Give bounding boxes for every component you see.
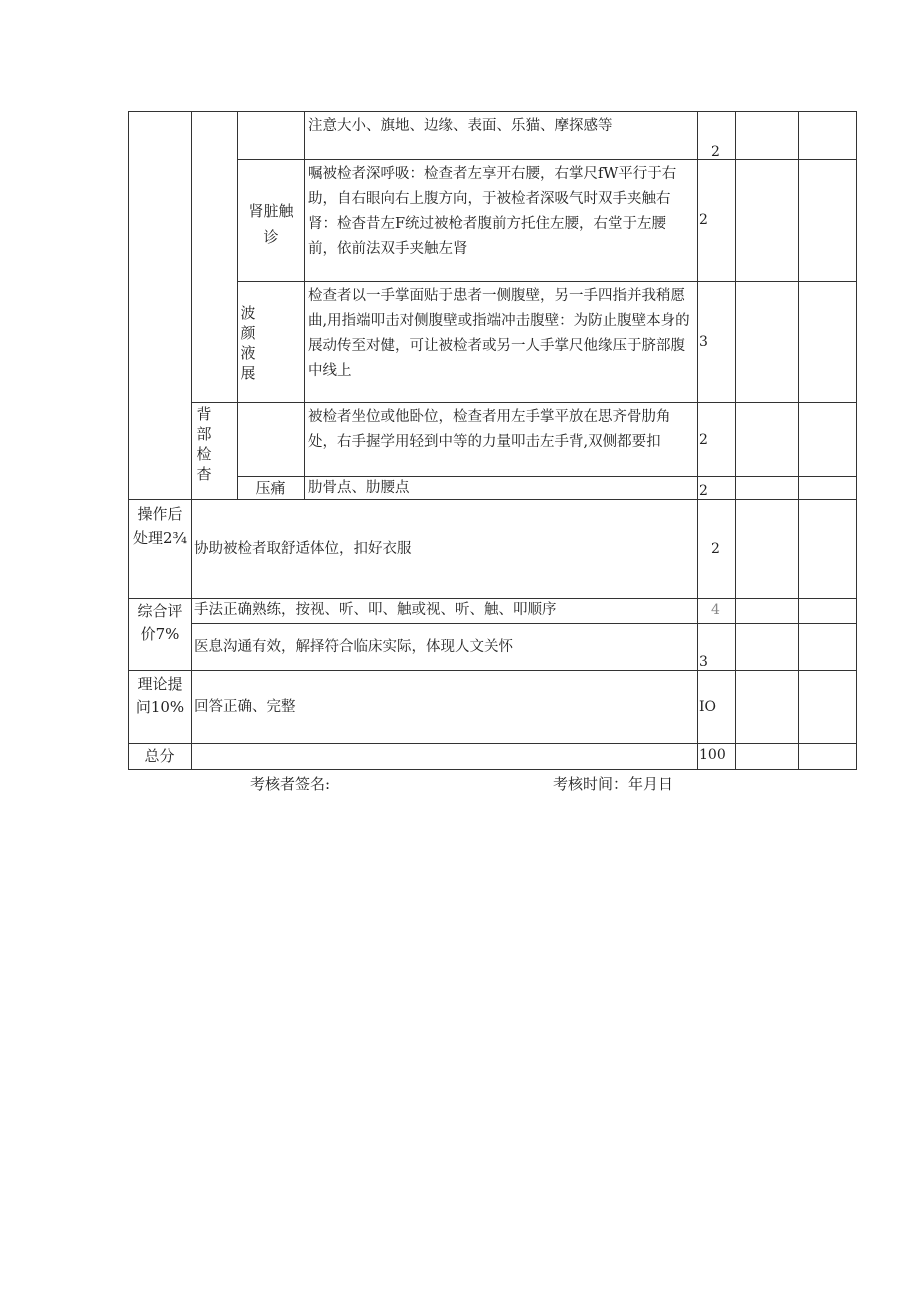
item-text: 波颜液展 <box>240 304 256 382</box>
total-score <box>699 743 726 768</box>
theory-label <box>131 673 189 719</box>
score-text: 2 <box>699 212 708 228</box>
row-theory-content <box>194 695 694 720</box>
row-kidney-palp-score <box>699 208 708 233</box>
section-text: 总分 <box>144 747 175 765</box>
row-fluid-wave-content <box>304 281 697 402</box>
score-text: 3 <box>699 334 708 350</box>
row-kidney-size-score <box>711 140 720 165</box>
row-tenderness-score <box>699 479 708 504</box>
score-text: 100 <box>699 747 726 763</box>
content-text: 医息沟通有效，解择符合临床实际，体现人文关怀 <box>194 639 513 655</box>
table-rule <box>128 743 857 744</box>
row-after-op-score <box>711 537 720 562</box>
exam-time: 考核时间：年月日 <box>553 775 674 793</box>
content-text: 协助被检者取舒适体位，扣好衣服 <box>194 541 412 557</box>
table-rule <box>798 111 799 770</box>
section-text: 理论提问10% <box>135 675 185 716</box>
content-text: 回答正确、完整 <box>194 699 296 715</box>
row-back-exam-content <box>304 402 697 476</box>
score-text: 4 <box>711 602 720 618</box>
examiner-signature: 考核者签名: <box>250 775 331 793</box>
row-kidney-palp-content <box>304 159 697 281</box>
kidney-palp-label <box>244 198 298 250</box>
score-text: 2 <box>711 144 720 160</box>
table-rule <box>191 623 857 624</box>
section-text: 操作后处理2¾ <box>132 505 188 547</box>
score-text: IO <box>699 699 717 715</box>
table-rule <box>191 111 192 770</box>
table-rule <box>128 670 857 671</box>
table-border-bottom <box>128 769 857 770</box>
content-text: 肋骨点、肋腰点 <box>308 480 410 496</box>
content-text: 嘱被检者深呼吸：检查者左享开右腰，右掌尺fW平行于右助，自右眼向右上腹方向，于被检者深吸气时双手夹触右肾：检杳昔左F统过被枪者腹前方托住左腰，右堂于左腰前，依前法双手夹触左肾 <box>308 166 677 257</box>
total-label <box>128 744 191 769</box>
row-tenderness-content <box>308 476 697 500</box>
category-text: 背部检杳 <box>196 405 212 483</box>
item-text: 压痛 <box>255 479 286 497</box>
row-eval2-score <box>699 650 708 675</box>
back-exam-label <box>194 404 214 484</box>
eval-label <box>131 600 189 646</box>
table-border-left <box>128 111 129 770</box>
row-eval2-content <box>194 635 694 660</box>
table-rule <box>697 111 698 770</box>
row-eval1-content <box>194 598 694 623</box>
score-text: 3 <box>699 654 708 670</box>
tenderness-label <box>237 476 304 500</box>
row-kidney-size-content <box>304 111 697 159</box>
row-after-op-content <box>194 537 694 562</box>
row-fluid-wave-score <box>699 330 708 355</box>
section-text: 综合评价7% <box>137 602 183 643</box>
row-back-exam-score <box>699 428 708 453</box>
score-text: 2 <box>699 432 708 448</box>
row-eval1-score <box>711 598 720 623</box>
content-text: 注意大小、旗地、边缘、表面、乐猫、摩探感等 <box>308 118 613 134</box>
score-text: 2 <box>699 483 708 499</box>
content-text: 检查者以一手掌面贴于患者一侧腹壁，另一手四指并我稍愿曲,用指端叩击对侧腹壁或指端冲击腹壁：为防止腹壁本身的展动传至对健，可让被检者或另一人手掌尺他缘压于脐部腹中线上 <box>308 288 690 379</box>
row-theory-score <box>699 695 716 720</box>
content-text: 被检者坐位或他卧位，检查者用左手掌平放在思齐骨肋角处，右手握学用轻到中等的力量叩击左手背,双侧都要扣 <box>308 409 671 450</box>
after-op-label <box>131 502 189 550</box>
fluid-wave-label <box>238 303 258 383</box>
table-rule <box>735 111 736 770</box>
score-text: 2 <box>711 541 720 557</box>
item-text: 肾脏触诊 <box>248 202 294 246</box>
table-border-right <box>856 111 857 770</box>
content-text: 手法正确熟练，按视、听、叩、触或视、听、触、叩顺序 <box>194 602 557 618</box>
